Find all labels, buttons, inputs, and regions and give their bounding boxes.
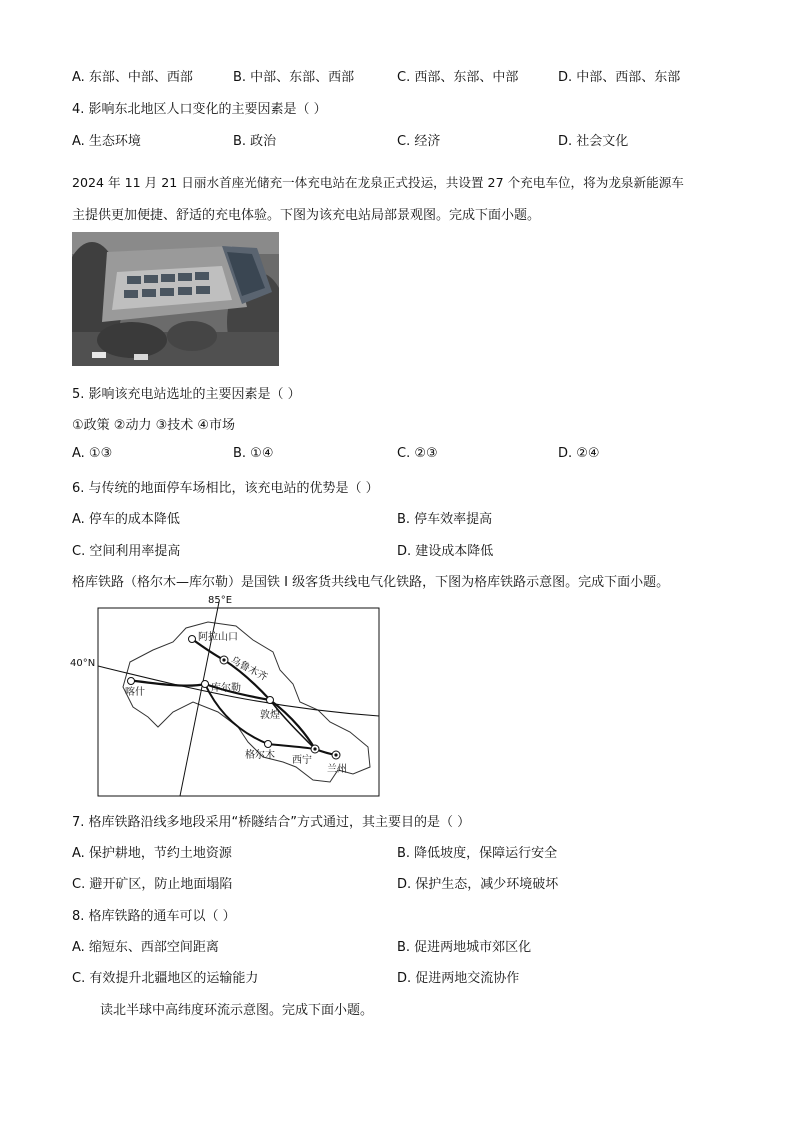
q4-stem: 4. 影响东北地区人口变化的主要因素是（ ） — [72, 102, 327, 117]
q8-option-d: D. 促进两地交流协作 — [397, 971, 520, 986]
city-dunhuang: 敦煌 — [260, 710, 280, 721]
city-alashankou: 阿拉山口 — [198, 632, 238, 643]
q7-option-c: C. 避开矿区，防止地面塌陷 — [72, 877, 233, 892]
q4-option-a: A. 生态环境 — [72, 134, 141, 149]
map-lon-label: 85°E — [208, 595, 233, 606]
passage2: 格库铁路（格尔木—库尔勒）是国铁 I 级客货共线电气化铁路，下图为格库铁路示意图。完成下面小题。 — [72, 575, 670, 590]
passage1-line1: 2024 年 11 月 21 日丽水首座光储充一体充电站在龙泉正式投运，共设置 27 个充电车位，将为龙泉新能源车 — [72, 175, 684, 190]
q4-option-d: D. 社会文化 — [558, 134, 629, 149]
q5-option-d: D. ②④ — [558, 446, 600, 461]
passage1-line2: 主提供更加便捷、舒适的充电体验。下图为该充电站局部景观图。完成下面小题。 — [72, 208, 541, 223]
q5-stem: 5. 影响该充电站选址的主要因素是（ ） — [72, 387, 301, 402]
q5-option-c: C. ②③ — [397, 446, 438, 461]
q7-stem: 7. 格库铁路沿线多地段采用“桥隧结合”方式通过，其主要目的是（ ） — [72, 815, 471, 830]
city-kashgar: 喀什 — [125, 687, 145, 698]
q6-option-c: C. 空间利用率提高 — [72, 544, 181, 559]
city-urumqi: 乌鲁木齐 — [228, 654, 270, 684]
q5-items: ①政策 ②动力 ③技术 ④市场 — [72, 418, 236, 433]
q6-option-d: D. 建设成本降低 — [397, 544, 494, 559]
q7-option-d: D. 保护生态，减少环境破坏 — [397, 877, 559, 892]
city-korla: 库尔勒 — [211, 683, 241, 694]
q6-option-a: A. 停车的成本降低 — [72, 512, 180, 527]
charging-station-photo — [72, 232, 279, 366]
closing-instruction: 读北半球中高纬度环流示意图。完成下面小题。 — [100, 1003, 374, 1018]
q8-option-a: A. 缩短东、西部空间距离 — [72, 940, 219, 955]
q6-option-b: B. 停车效率提高 — [397, 512, 493, 527]
gekou-railway-map — [68, 592, 388, 802]
city-golmud: 格尔木 — [245, 750, 275, 761]
q8-option-c: C. 有效提升北疆地区的运输能力 — [72, 971, 259, 986]
city-lanzhou: 兰州 — [327, 764, 347, 775]
q5-option-b: B. ①④ — [233, 446, 274, 461]
q3-option-a: A. 东部、中部、西部 — [72, 70, 193, 85]
q8-option-b: B. 促进两地城市郊区化 — [397, 940, 532, 955]
q3-option-c: C. 西部、东部、中部 — [397, 70, 519, 85]
q4-option-c: C. 经济 — [397, 134, 441, 149]
q7-option-b: B. 降低坡度，保障运行安全 — [397, 846, 558, 861]
city-xining: 西宁 — [292, 755, 312, 766]
q3-option-d: D. 中部、西部、东部 — [558, 70, 681, 85]
map-lat-label: 40°N — [70, 658, 96, 669]
q6-stem: 6. 与传统的地面停车场相比，该充电站的优势是（ ） — [72, 481, 379, 496]
q7-option-a: A. 保护耕地，节约土地资源 — [72, 846, 232, 861]
q3-option-b: B. 中部、东部、西部 — [233, 70, 355, 85]
q5-option-a: A. ①③ — [72, 446, 113, 461]
q4-option-b: B. 政治 — [233, 134, 277, 149]
q8-stem: 8. 格库铁路的通车可以（ ） — [72, 909, 236, 924]
